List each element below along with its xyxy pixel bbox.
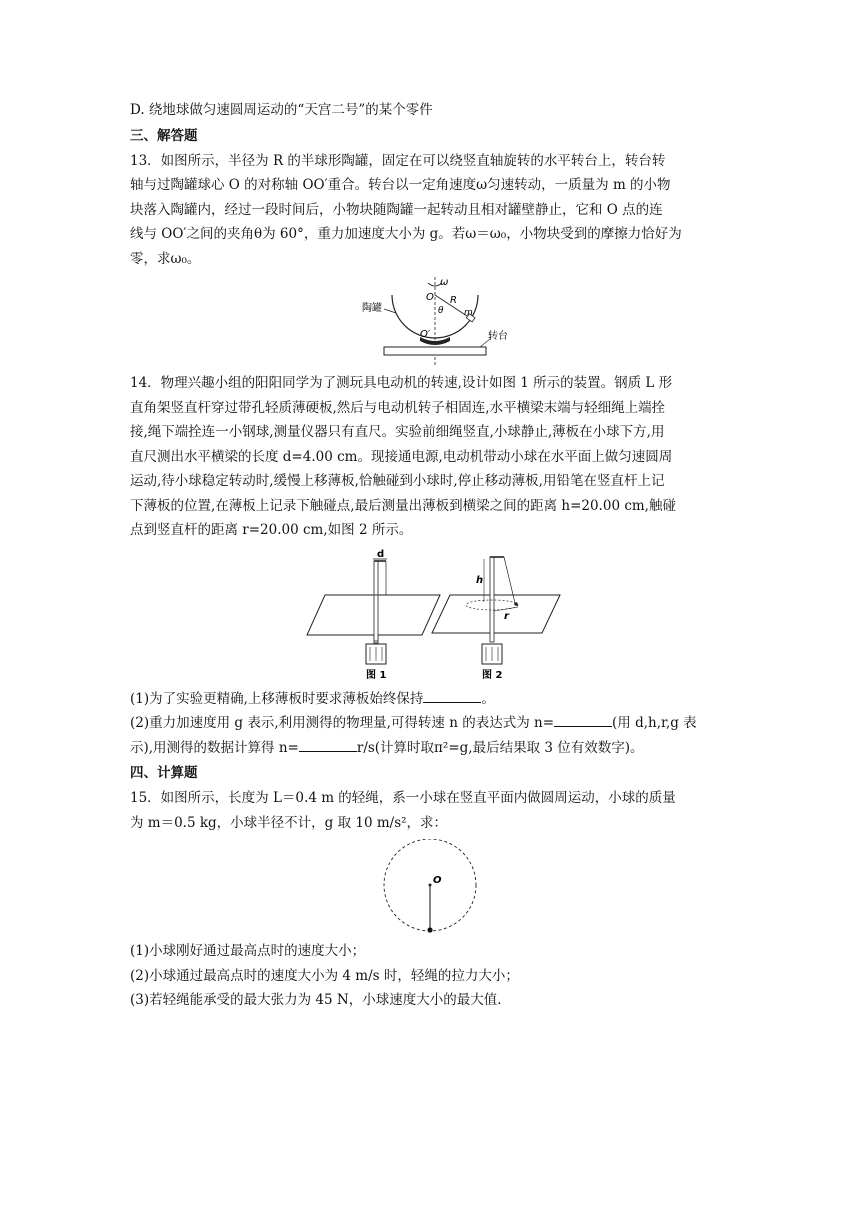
- label-table: 转台: [488, 331, 508, 342]
- document-page: [130, 98, 730, 1013]
- q15-sub3: (3)若轻绳能承受的最大张力为 45 N，小球速度大小的最大值．: [130, 992, 511, 1008]
- q14-line: 接,绳下端拴连一小钢球,测量仪器只有直尺。实验前细绳竖直,小球静止,薄板在小球下方,用: [130, 424, 665, 440]
- label-h: h: [476, 574, 484, 586]
- q15-line: 15．如图所示，长度为 L＝0.4 m 的轻绳，系一小球在竖直平面内做圆周运动，小球的质量: [130, 790, 676, 806]
- question-15: [130, 786, 730, 1013]
- question-14: [130, 371, 730, 760]
- q15-sub1: (1)小球刚好通过最高点时的速度大小；: [130, 943, 366, 959]
- vertical-circle-diagram: [130, 839, 730, 935]
- label-r: r: [504, 610, 509, 622]
- q13-line: 块落入陶罐内，经过一段时间后，小物块随陶罐一起转动且相对罐壁静止，它和 O 点的连: [130, 201, 663, 218]
- label-Oprime: O′: [420, 329, 431, 340]
- q15-line: 为 m＝0.5 kg，小球半径不计，g 取 10 m/s²，求：: [130, 814, 448, 831]
- answer-blank: [554, 712, 612, 727]
- answer-blank: [423, 688, 481, 703]
- q13-line: 13．如图所示，半径为 R 的半球形陶罐，固定在可以绕竖直轴旋转的水平转台上，转台转: [130, 152, 666, 169]
- q14-sub2-text: (用 d,h,r,g 表: [612, 715, 697, 731]
- answer-blank: [299, 737, 357, 752]
- q13-line: 轴与过陶罐球心 O 的对称轴 OO′重合。转台以一定角速度ω匀速转动，一质量为 m 的小物: [130, 177, 671, 193]
- q14-sub1: [130, 687, 730, 712]
- question-13: [130, 149, 730, 368]
- label-theta: θ: [438, 306, 444, 316]
- section3-title: 三、解答题: [130, 127, 198, 144]
- q13-line: 线与 OO′之间的夹角θ为 60°，重力加速度大小为 g。若ω＝ω₀，小物块受到的摩擦力恰好为: [130, 226, 682, 242]
- q13-line: 零，求ω₀。: [130, 250, 201, 267]
- q14-figure: [130, 547, 730, 683]
- label-omega: ω: [440, 277, 449, 288]
- q14-line: 直角架竖直杆穿过带孔轻质薄硬板,然后与电动机转子相固连,水平横梁末端与轻细绳上端拴: [130, 399, 666, 416]
- label-O: O: [433, 875, 442, 886]
- q14-sub2: [130, 711, 730, 736]
- q14-sub2-text: (2)重力加速度用 g 表示,利用测得的物理量,可得转速 n 的表达式为 n=: [130, 715, 555, 731]
- q14-line: 点到竖直杆的距离 r=20.00 cm,如图 2 所示。: [130, 522, 413, 538]
- label-d: d: [377, 548, 385, 560]
- label-O: O: [426, 292, 434, 303]
- q14-sub1-text: (1)为了实验更精确,上移薄板时要求薄板始终保持: [130, 690, 424, 707]
- q14-line: 下薄板的位置,在薄板上记录下触碰点,最后测量出薄板到横梁之间的距离 h=20.00 cm,触碰: [130, 497, 676, 514]
- label-m: m: [464, 308, 473, 318]
- q14-sub2-text: r/s(计算时取π²=g,最后结果取 3 位有效数字)。: [356, 739, 644, 756]
- q14-line: 14．物理兴趣小组的阳阳同学为了测玩具电动机的转速,设计如图 1 所示的装置。钢质 L 形: [130, 375, 673, 391]
- q14-sub2-cont: [130, 736, 730, 761]
- label-R: R: [450, 295, 457, 306]
- label-pot: 陶罐: [362, 303, 382, 314]
- q14-sub2-text: 示),用测得的数据计算得 n=: [130, 739, 299, 756]
- q14-line: 直尺测出水平横梁的长度 d=4.00 cm。现接通电源,电动机带动小球在水平面上做匀速圆周: [130, 448, 673, 465]
- pot-turntable-diagram: [130, 275, 730, 367]
- q12-option-d: D. 绕地球做匀速圆周运动的“天宫二号”的某个零件: [130, 102, 433, 118]
- label-fig1: 图 1: [366, 669, 387, 681]
- q14-sub1-end: 。: [481, 690, 495, 707]
- q15-sub2: (2)小球通过最高点时的速度大小为 4 m/s 时，轻绳的拉力大小；: [130, 967, 519, 984]
- section4-title: 四、计算题: [130, 765, 198, 781]
- q15-figure: [130, 839, 730, 935]
- q14-line: 运动,待小球稳定转动时,缓慢上移薄板,恰触碰到小球时,停止移动薄板,用铅笔在竖直杆上记: [130, 473, 665, 489]
- label-fig2: 图 2: [482, 669, 503, 681]
- motor-apparatus-diagram: [130, 547, 730, 683]
- q13-figure: [130, 275, 730, 367]
